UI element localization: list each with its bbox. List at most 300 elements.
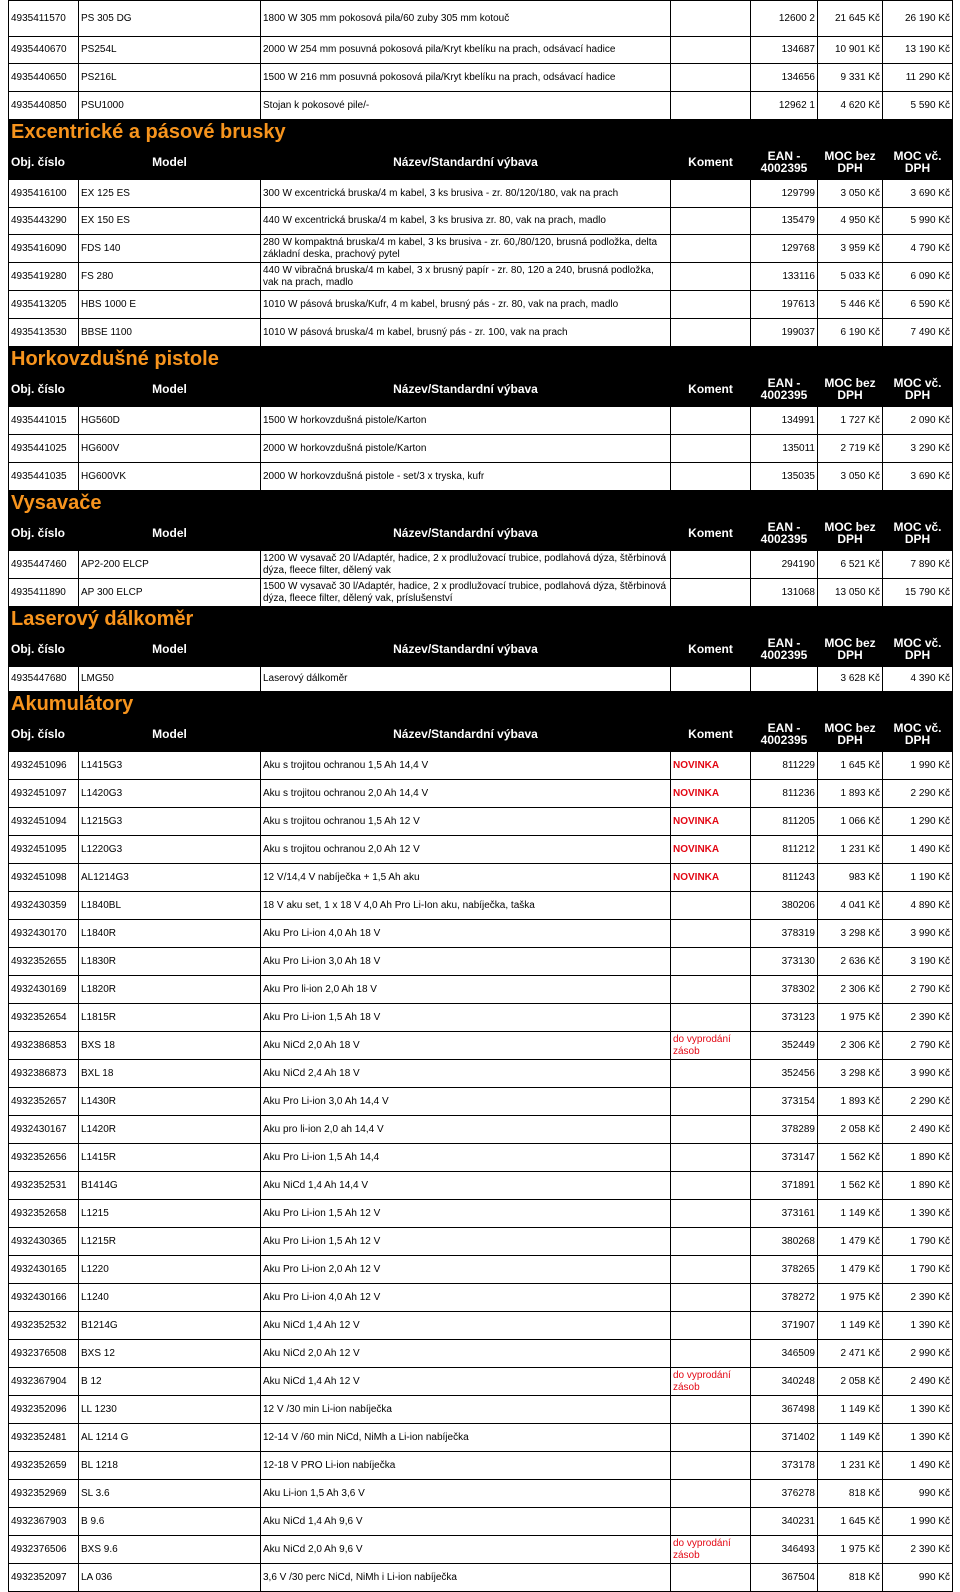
cell-name: 2000 W 254 mm posuvná pokosová pila/Kryt kbelíku na prach, odsávací hadice — [261, 37, 671, 64]
cell-price-with-vat: 13 190 Kč — [883, 37, 953, 64]
table-row — [9, 64, 953, 92]
cell-comment — [671, 291, 751, 319]
cell-price-without-vat: 1 231 Kč — [818, 1452, 883, 1480]
cell-price-without-vat: 2 719 Kč — [818, 435, 883, 463]
cell-ean: 129799 — [751, 180, 818, 208]
table-row — [9, 435, 953, 463]
cell-comment — [671, 64, 751, 92]
section-title: Horkovzdušné pistole — [9, 347, 953, 372]
cell-model: AL1214G3 — [79, 864, 261, 892]
cell-price-without-vat: 818 Kč — [818, 1564, 883, 1592]
cell-ean: 346493 — [751, 1536, 818, 1564]
cell-price-with-vat: 2 090 Kč — [883, 407, 953, 435]
cell-comment — [671, 948, 751, 976]
cell-comment — [671, 1396, 751, 1424]
cell-name: 2000 W horkovzdušná pistole/Karton — [261, 435, 671, 463]
cell-obj-number: 4932430165 — [9, 1256, 79, 1284]
table-row — [9, 208, 953, 235]
cell-price-with-vat: 3 290 Kč — [883, 435, 953, 463]
cell-model: L1415G3 — [79, 752, 261, 780]
cell-model: L1830R — [79, 948, 261, 976]
header-moc-bez: MOC bez DPH — [818, 516, 883, 551]
cell-comment: NOVINKA — [671, 864, 751, 892]
column-header-row — [9, 372, 953, 407]
cell-name: Aku Pro li-ion 2,0 Ah 18 V — [261, 976, 671, 1004]
cell-obj-number: 4932430359 — [9, 892, 79, 920]
cell-ean: 199037 — [751, 319, 818, 347]
cell-obj-number: 4932352097 — [9, 1564, 79, 1592]
cell-price-with-vat: 26 190 Kč — [883, 1, 953, 37]
cell-ean: 133116 — [751, 263, 818, 291]
cell-price-without-vat: 1 645 Kč — [818, 1508, 883, 1536]
cell-price-with-vat: 990 Kč — [883, 1564, 953, 1592]
cell-obj-number: 4935411570 — [9, 1, 79, 37]
cell-name: Aku NiCd 1,4 Ah 9,6 V — [261, 1508, 671, 1536]
cell-obj-number: 4935441015 — [9, 407, 79, 435]
cell-price-with-vat: 4 790 Kč — [883, 235, 953, 263]
header-obj: Obj. číslo — [9, 372, 79, 407]
cell-price-without-vat: 21 645 Kč — [818, 1, 883, 37]
section-title: Laserový dálkoměr — [9, 607, 953, 632]
cell-ean: 811229 — [751, 752, 818, 780]
cell-name: 1500 W vysavač 30 l/Adaptér, hadice, 2 x prodlužovací trubice, podlahová dýza, štěrbinová dýza, fleece filter, dělený vak, príslušenství — [261, 579, 671, 607]
table-row — [9, 948, 953, 976]
table-row — [9, 752, 953, 780]
price-list-table — [8, 0, 953, 1592]
cell-price-without-vat: 1 149 Kč — [818, 1200, 883, 1228]
cell-model: SL 3.6 — [79, 1480, 261, 1508]
header-ean: EAN - 4002395 — [751, 516, 818, 551]
cell-ean: 131068 — [751, 579, 818, 607]
cell-price-with-vat: 2 790 Kč — [883, 976, 953, 1004]
cell-name: Aku s trojitou ochranou 1,5 Ah 14,4 V — [261, 752, 671, 780]
cell-model: LA 036 — [79, 1564, 261, 1592]
cell-obj-number: 4935413205 — [9, 291, 79, 319]
cell-price-without-vat: 13 050 Kč — [818, 579, 883, 607]
cell-model: AP2-200 ELCP — [79, 551, 261, 579]
header-comment: Koment — [671, 717, 751, 752]
cell-comment — [671, 1144, 751, 1172]
cell-comment — [671, 208, 751, 235]
header-moc-vc: MOC vč. DPH — [883, 145, 953, 180]
cell-name: 12-14 V /60 min NiCd, NiMh a Li-ion nabíječka — [261, 1424, 671, 1452]
cell-ean: 373123 — [751, 1004, 818, 1032]
cell-name: Aku s trojitou ochranou 1,5 Ah 12 V — [261, 808, 671, 836]
cell-obj-number: 4935416090 — [9, 235, 79, 263]
cell-price-with-vat: 1 190 Kč — [883, 864, 953, 892]
cell-price-without-vat: 4 041 Kč — [818, 892, 883, 920]
header-moc-vc: MOC vč. DPH — [883, 372, 953, 407]
cell-ean: 811212 — [751, 836, 818, 864]
cell-price-with-vat: 990 Kč — [883, 1480, 953, 1508]
cell-comment — [671, 1, 751, 37]
cell-model: LMG50 — [79, 667, 261, 692]
cell-obj-number: 4932430170 — [9, 920, 79, 948]
cell-price-without-vat: 1 149 Kč — [818, 1312, 883, 1340]
cell-ean: 373178 — [751, 1452, 818, 1480]
table-row — [9, 1564, 953, 1592]
cell-comment — [671, 1200, 751, 1228]
section-title-row — [9, 692, 953, 717]
cell-name: Aku s trojitou ochranou 2,0 Ah 14,4 V — [261, 780, 671, 808]
cell-price-without-vat: 1 727 Kč — [818, 407, 883, 435]
cell-price-with-vat: 7 490 Kč — [883, 319, 953, 347]
cell-name: Aku Pro Li-ion 1,5 Ah 12 V — [261, 1200, 671, 1228]
cell-model: AL 1214 G — [79, 1424, 261, 1452]
cell-comment — [671, 551, 751, 579]
cell-obj-number: 4932451097 — [9, 780, 79, 808]
header-obj: Obj. číslo — [9, 145, 79, 180]
cell-name: Aku NiCd 2,0 Ah 12 V — [261, 1340, 671, 1368]
cell-model: L1415R — [79, 1144, 261, 1172]
cell-price-without-vat: 5 446 Kč — [818, 291, 883, 319]
cell-ean: 373130 — [751, 948, 818, 976]
cell-ean: 134687 — [751, 37, 818, 64]
table-row — [9, 463, 953, 491]
cell-price-with-vat: 2 390 Kč — [883, 1536, 953, 1564]
table-row — [9, 1144, 953, 1172]
cell-obj-number: 4932430169 — [9, 976, 79, 1004]
cell-price-without-vat: 9 331 Kč — [818, 64, 883, 92]
cell-ean: 371891 — [751, 1172, 818, 1200]
header-model: Model — [79, 717, 261, 752]
table-row — [9, 1088, 953, 1116]
header-comment: Koment — [671, 632, 751, 667]
cell-price-with-vat: 1 490 Kč — [883, 836, 953, 864]
cell-name: 300 W excentrická bruska/4 m kabel, 3 ks brusiva - zr. 80/120/180, vak na prach — [261, 180, 671, 208]
cell-comment — [671, 463, 751, 491]
cell-name: 1800 W 305 mm pokosová pila/60 zuby 305 mm kotouč — [261, 1, 671, 37]
cell-price-without-vat: 1 975 Kč — [818, 1536, 883, 1564]
table-row — [9, 808, 953, 836]
header-name: Název/Standardní výbava — [261, 516, 671, 551]
table-row — [9, 1, 953, 37]
cell-price-with-vat: 2 790 Kč — [883, 1032, 953, 1060]
cell-comment: do vyprodání zásob — [671, 1536, 751, 1564]
cell-ean — [751, 667, 818, 692]
section-title-row — [9, 120, 953, 145]
cell-obj-number: 4935447460 — [9, 551, 79, 579]
cell-comment — [671, 1172, 751, 1200]
table-row — [9, 836, 953, 864]
cell-name: Aku Pro Li-ion 3,0 Ah 18 V — [261, 948, 671, 976]
cell-name: Aku s trojitou ochranou 2,0 Ah 12 V — [261, 836, 671, 864]
cell-price-without-vat: 1 562 Kč — [818, 1144, 883, 1172]
cell-price-without-vat: 1 645 Kč — [818, 752, 883, 780]
cell-ean: 12962 1 — [751, 92, 818, 120]
table-row — [9, 892, 953, 920]
cell-obj-number: 4932386853 — [9, 1032, 79, 1060]
section-title-row — [9, 347, 953, 372]
table-row — [9, 976, 953, 1004]
cell-price-with-vat: 5 590 Kč — [883, 92, 953, 120]
header-comment: Koment — [671, 145, 751, 180]
cell-comment — [671, 1284, 751, 1312]
cell-obj-number: 4935416100 — [9, 180, 79, 208]
table-row — [9, 667, 953, 692]
cell-ean: 378302 — [751, 976, 818, 1004]
cell-ean: 352456 — [751, 1060, 818, 1088]
cell-obj-number: 4932430365 — [9, 1228, 79, 1256]
cell-ean: 12600 2 — [751, 1, 818, 37]
header-ean: EAN - 4002395 — [751, 145, 818, 180]
cell-comment — [671, 1480, 751, 1508]
cell-ean: 811205 — [751, 808, 818, 836]
cell-name: Aku Pro Li-ion 1,5 Ah 14,4 — [261, 1144, 671, 1172]
cell-comment — [671, 1116, 751, 1144]
table-row — [9, 1508, 953, 1536]
cell-comment: do vyprodání zásob — [671, 1368, 751, 1396]
cell-ean: 380206 — [751, 892, 818, 920]
cell-price-without-vat: 1 479 Kč — [818, 1256, 883, 1284]
cell-model: L1430R — [79, 1088, 261, 1116]
header-obj: Obj. číslo — [9, 717, 79, 752]
cell-ean: 811236 — [751, 780, 818, 808]
section-title-row — [9, 607, 953, 632]
cell-price-without-vat: 2 471 Kč — [818, 1340, 883, 1368]
cell-comment: NOVINKA — [671, 780, 751, 808]
cell-ean: 340248 — [751, 1368, 818, 1396]
cell-obj-number: 4935441035 — [9, 463, 79, 491]
cell-price-without-vat: 1 975 Kč — [818, 1284, 883, 1312]
header-comment: Koment — [671, 516, 751, 551]
cell-ean: 373154 — [751, 1088, 818, 1116]
cell-ean: 371402 — [751, 1424, 818, 1452]
cell-ean: 135011 — [751, 435, 818, 463]
cell-model: L1240 — [79, 1284, 261, 1312]
cell-model: L1215R — [79, 1228, 261, 1256]
cell-model: PSU1000 — [79, 92, 261, 120]
cell-comment — [671, 435, 751, 463]
cell-model: L1840BL — [79, 892, 261, 920]
header-moc-vc: MOC vč. DPH — [883, 516, 953, 551]
cell-ean: 135479 — [751, 208, 818, 235]
cell-comment — [671, 180, 751, 208]
cell-model: L1220 — [79, 1256, 261, 1284]
cell-model: B 12 — [79, 1368, 261, 1396]
cell-obj-number: 4932352656 — [9, 1144, 79, 1172]
cell-comment — [671, 892, 751, 920]
table-row — [9, 319, 953, 347]
section-title: Excentrické a pásové brusky — [9, 120, 953, 145]
cell-obj-number: 4935440670 — [9, 37, 79, 64]
cell-name: Aku Pro Li-ion 3,0 Ah 14,4 V — [261, 1088, 671, 1116]
cell-comment — [671, 1508, 751, 1536]
header-comment: Koment — [671, 372, 751, 407]
cell-price-with-vat: 3 190 Kč — [883, 948, 953, 976]
table-row — [9, 864, 953, 892]
cell-model: FS 280 — [79, 263, 261, 291]
cell-comment — [671, 1060, 751, 1088]
cell-obj-number: 4932352096 — [9, 1396, 79, 1424]
cell-obj-number: 4932352659 — [9, 1452, 79, 1480]
column-header-row — [9, 516, 953, 551]
table-row — [9, 1228, 953, 1256]
cell-name: Aku NiCd 2,0 Ah 18 V — [261, 1032, 671, 1060]
cell-comment — [671, 1564, 751, 1592]
cell-name: 440 W excentrická bruska/4 m kabel, 3 ks brusiva zr. 80, vak na prach, madlo — [261, 208, 671, 235]
cell-price-without-vat: 1 149 Kč — [818, 1424, 883, 1452]
cell-price-without-vat: 1 149 Kč — [818, 1396, 883, 1424]
cell-price-with-vat: 1 890 Kč — [883, 1172, 953, 1200]
table-row — [9, 1200, 953, 1228]
cell-price-with-vat: 1 790 Kč — [883, 1256, 953, 1284]
cell-name: 12 V /30 min Li-ion nabíječka — [261, 1396, 671, 1424]
cell-price-with-vat: 1 390 Kč — [883, 1424, 953, 1452]
cell-obj-number: 4935411890 — [9, 579, 79, 607]
cell-ean: 294190 — [751, 551, 818, 579]
cell-model: PS254L — [79, 37, 261, 64]
header-model: Model — [79, 632, 261, 667]
cell-price-with-vat: 1 490 Kč — [883, 1452, 953, 1480]
cell-model: PS216L — [79, 64, 261, 92]
cell-obj-number: 4935440650 — [9, 64, 79, 92]
cell-price-without-vat: 5 033 Kč — [818, 263, 883, 291]
table-row — [9, 263, 953, 291]
cell-price-without-vat: 2 306 Kč — [818, 976, 883, 1004]
cell-obj-number: 4932451094 — [9, 808, 79, 836]
cell-model: FDS 140 — [79, 235, 261, 263]
cell-name: 12 V/14,4 V nabíječka + 1,5 Ah aku — [261, 864, 671, 892]
cell-price-with-vat: 4 390 Kč — [883, 667, 953, 692]
cell-name: Aku Pro Li-ion 1,5 Ah 18 V — [261, 1004, 671, 1032]
table-row — [9, 1368, 953, 1396]
cell-comment — [671, 319, 751, 347]
cell-model: HG600VK — [79, 463, 261, 491]
table-row — [9, 1060, 953, 1088]
cell-model: L1420G3 — [79, 780, 261, 808]
cell-price-with-vat: 3 990 Kč — [883, 920, 953, 948]
cell-ean: 373147 — [751, 1144, 818, 1172]
cell-model: BXS 12 — [79, 1340, 261, 1368]
cell-price-without-vat: 2 306 Kč — [818, 1032, 883, 1060]
table-row — [9, 1032, 953, 1060]
cell-ean: 378265 — [751, 1256, 818, 1284]
cell-model: B 9.6 — [79, 1508, 261, 1536]
cell-model: EX 125 ES — [79, 180, 261, 208]
cell-name: 280 W kompaktná bruska/4 m kabel, 3 ks brusiva - zr. 60,/80/120, brusná podložka, delta základní deska, prachový pytel — [261, 235, 671, 263]
cell-name: Aku NiCd 2,4 Ah 18 V — [261, 1060, 671, 1088]
cell-ean: 352449 — [751, 1032, 818, 1060]
cell-ean: 371907 — [751, 1312, 818, 1340]
cell-model: L1215G3 — [79, 808, 261, 836]
table-row — [9, 291, 953, 319]
cell-model: L1420R — [79, 1116, 261, 1144]
cell-price-without-vat: 1 893 Kč — [818, 780, 883, 808]
cell-name: 1010 W pásová bruska/4 m kabel, brusný pás - zr. 100, vak na prach — [261, 319, 671, 347]
cell-name: 2000 W horkovzdušná pistole - set/3 x tryska, kufr — [261, 463, 671, 491]
cell-obj-number: 4935441025 — [9, 435, 79, 463]
cell-name: Aku NiCd 1,4 Ah 12 V — [261, 1368, 671, 1396]
cell-price-with-vat: 1 390 Kč — [883, 1200, 953, 1228]
cell-model: B1214G — [79, 1312, 261, 1340]
cell-name: 18 V aku set, 1 x 18 V 4,0 Ah Pro Li-Ion aku, nabíječka, taška — [261, 892, 671, 920]
cell-comment — [671, 263, 751, 291]
cell-ean: 378272 — [751, 1284, 818, 1312]
cell-price-with-vat: 2 490 Kč — [883, 1116, 953, 1144]
cell-comment — [671, 1312, 751, 1340]
cell-model: L1220G3 — [79, 836, 261, 864]
cell-price-without-vat: 3 298 Kč — [818, 1060, 883, 1088]
cell-price-with-vat: 1 990 Kč — [883, 1508, 953, 1536]
cell-obj-number: 4932376508 — [9, 1340, 79, 1368]
cell-model: HG560D — [79, 407, 261, 435]
cell-price-with-vat: 3 990 Kč — [883, 1060, 953, 1088]
header-name: Název/Standardní výbava — [261, 717, 671, 752]
cell-ean: 134656 — [751, 64, 818, 92]
cell-model: BXL 18 — [79, 1060, 261, 1088]
cell-price-with-vat: 2 390 Kč — [883, 1284, 953, 1312]
cell-name: Laserový dálkoměr — [261, 667, 671, 692]
cell-price-without-vat: 1 562 Kč — [818, 1172, 883, 1200]
cell-comment — [671, 579, 751, 607]
table-row — [9, 579, 953, 607]
cell-price-without-vat: 6 190 Kč — [818, 319, 883, 347]
cell-price-without-vat: 818 Kč — [818, 1480, 883, 1508]
cell-model: HG600V — [79, 435, 261, 463]
table-row — [9, 1116, 953, 1144]
cell-price-without-vat: 2 058 Kč — [818, 1368, 883, 1396]
cell-model: B1414G — [79, 1172, 261, 1200]
cell-name: 1500 W 216 mm posuvná pokosová pila/Kryt kbelíku na prach, odsávací hadice — [261, 64, 671, 92]
table-row — [9, 920, 953, 948]
cell-obj-number: 4932451095 — [9, 836, 79, 864]
cell-model: PS 305 DG — [79, 1, 261, 37]
cell-obj-number: 4932386873 — [9, 1060, 79, 1088]
cell-ean: 811243 — [751, 864, 818, 892]
cell-ean: 197613 — [751, 291, 818, 319]
cell-price-with-vat: 6 590 Kč — [883, 291, 953, 319]
cell-price-with-vat: 2 490 Kč — [883, 1368, 953, 1396]
cell-name: Aku Pro Li-ion 1,5 Ah 12 V — [261, 1228, 671, 1256]
cell-price-without-vat: 3 959 Kč — [818, 235, 883, 263]
cell-obj-number: 4932352969 — [9, 1480, 79, 1508]
cell-model: LL 1230 — [79, 1396, 261, 1424]
cell-price-with-vat: 2 990 Kč — [883, 1340, 953, 1368]
cell-price-without-vat: 6 521 Kč — [818, 551, 883, 579]
header-moc-bez: MOC bez DPH — [818, 145, 883, 180]
cell-price-without-vat: 1 066 Kč — [818, 808, 883, 836]
table-row — [9, 1480, 953, 1508]
cell-ean: 373161 — [751, 1200, 818, 1228]
cell-price-with-vat: 1 290 Kč — [883, 808, 953, 836]
column-header-row — [9, 145, 953, 180]
cell-comment — [671, 1004, 751, 1032]
cell-name: 1010 W pásová bruska/Kufr, 4 m kabel, brusný pás - zr. 80, vak na prach, madlo — [261, 291, 671, 319]
cell-name: 1200 W vysavač 20 l/Adaptér, hadice, 2 x prodlužovací trubice, podlahová dýza, štěrbinová dýza, fleece filter, dělený vak — [261, 551, 671, 579]
cell-name: 1500 W horkovzdušná pistole/Karton — [261, 407, 671, 435]
cell-comment — [671, 407, 751, 435]
cell-price-with-vat: 3 690 Kč — [883, 180, 953, 208]
header-model: Model — [79, 145, 261, 180]
cell-price-without-vat: 2 636 Kč — [818, 948, 883, 976]
header-name: Název/Standardní výbava — [261, 372, 671, 407]
cell-ean: 340231 — [751, 1508, 818, 1536]
cell-name: Aku NiCd 1,4 Ah 12 V — [261, 1312, 671, 1340]
cell-obj-number: 4932367904 — [9, 1368, 79, 1396]
header-moc-bez: MOC bez DPH — [818, 717, 883, 752]
cell-comment — [671, 1088, 751, 1116]
cell-model: AP 300 ELCP — [79, 579, 261, 607]
cell-obj-number: 4932376506 — [9, 1536, 79, 1564]
cell-comment: do vyprodání zásob — [671, 1032, 751, 1060]
cell-price-with-vat: 6 090 Kč — [883, 263, 953, 291]
cell-comment — [671, 920, 751, 948]
cell-ean: 376278 — [751, 1480, 818, 1508]
cell-price-without-vat: 1 231 Kč — [818, 836, 883, 864]
cell-comment — [671, 1256, 751, 1284]
cell-model: L1815R — [79, 1004, 261, 1032]
